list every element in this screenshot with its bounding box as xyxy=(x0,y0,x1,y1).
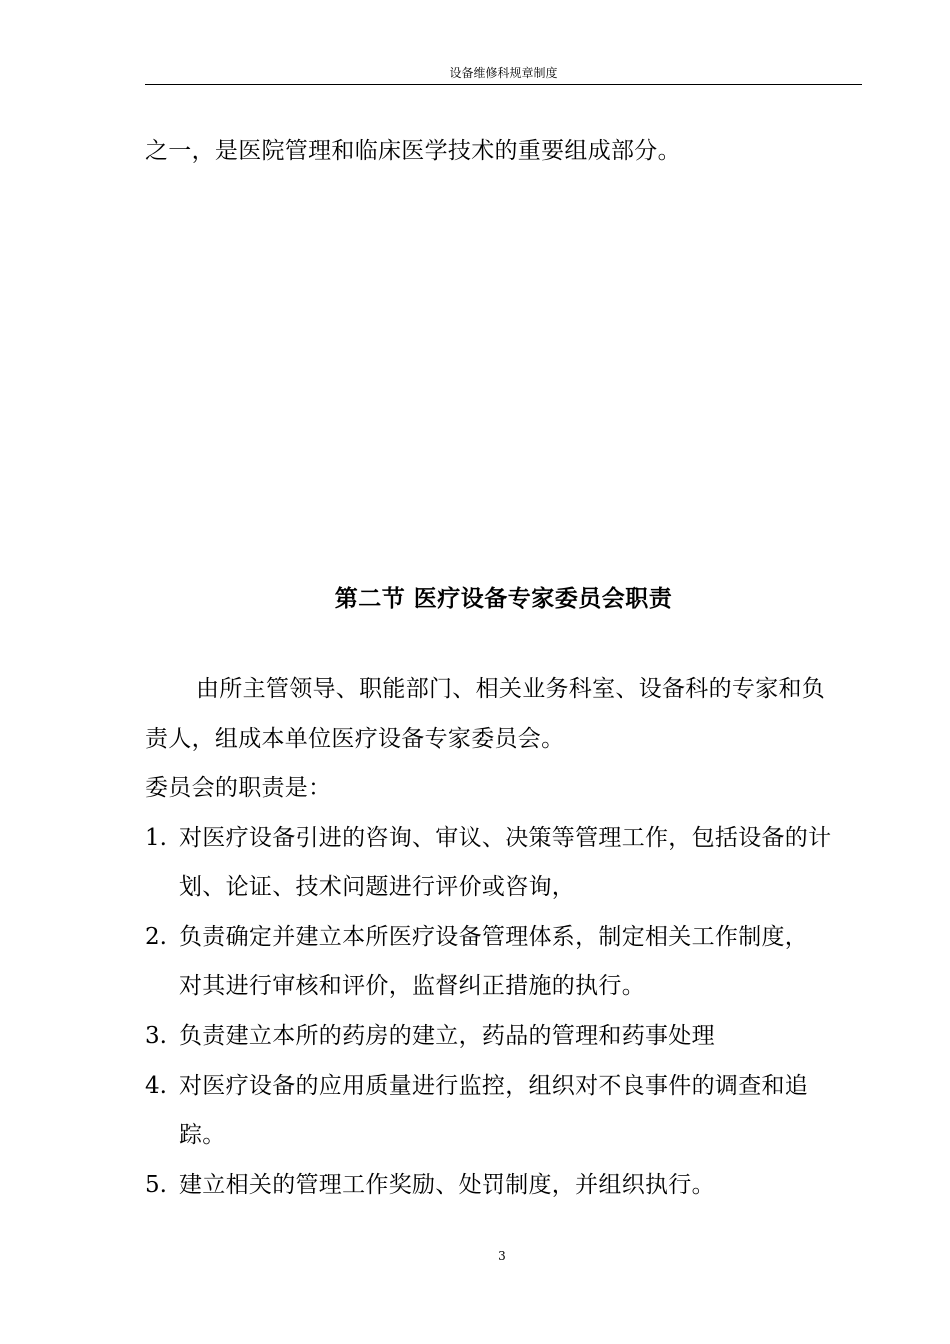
intro-paragraph-line-1: 由所主管领导、职能部门、相关业务科室、设备科的专家和负 xyxy=(196,676,826,702)
list-item-text: 对医疗设备引进的咨询、审议、决策等管理工作，包括设备的计 xyxy=(179,825,832,851)
list-item-text: 对医疗设备的应用质量进行监控，组织对不良事件的调查和追 xyxy=(179,1073,809,1099)
list-item-text: 负责确定并建立本所医疗设备管理体系，制定相关工作制度， xyxy=(179,924,809,950)
list-item-text: 建立相关的管理工作奖励、处罚制度，并组织执行。 xyxy=(179,1172,715,1198)
list-item-text: 踪。 xyxy=(179,1122,226,1148)
continuation-paragraph: 之一，是医院管理和临床医学技术的重要组成部分。 xyxy=(145,138,681,164)
list-number: 2. xyxy=(145,924,167,950)
running-title: 设备维修科规章制度 xyxy=(449,66,558,80)
page-header xyxy=(145,62,862,85)
section-title: 第二节 医疗设备专家委员会职责 xyxy=(334,585,673,612)
list-number: 5. xyxy=(145,1172,167,1198)
list-number: 1. xyxy=(145,825,167,851)
list-item-text: 划、论证、技术问题进行评价或咨询， xyxy=(179,874,576,900)
duties-label: 委员会的职责是： xyxy=(145,775,332,801)
page-number: 3 xyxy=(498,1249,506,1263)
list-item-text: 负责建立本所的药房的建立，药品的管理和药事处理 xyxy=(179,1023,715,1049)
intro-paragraph-line-2: 责人，组成本单位医疗设备专家委员会。 xyxy=(145,726,565,752)
list-number: 4. xyxy=(145,1073,167,1099)
list-item-text: 对其进行审核和评价，监督纠正措施的执行。 xyxy=(179,973,645,999)
list-number: 3. xyxy=(145,1023,167,1049)
